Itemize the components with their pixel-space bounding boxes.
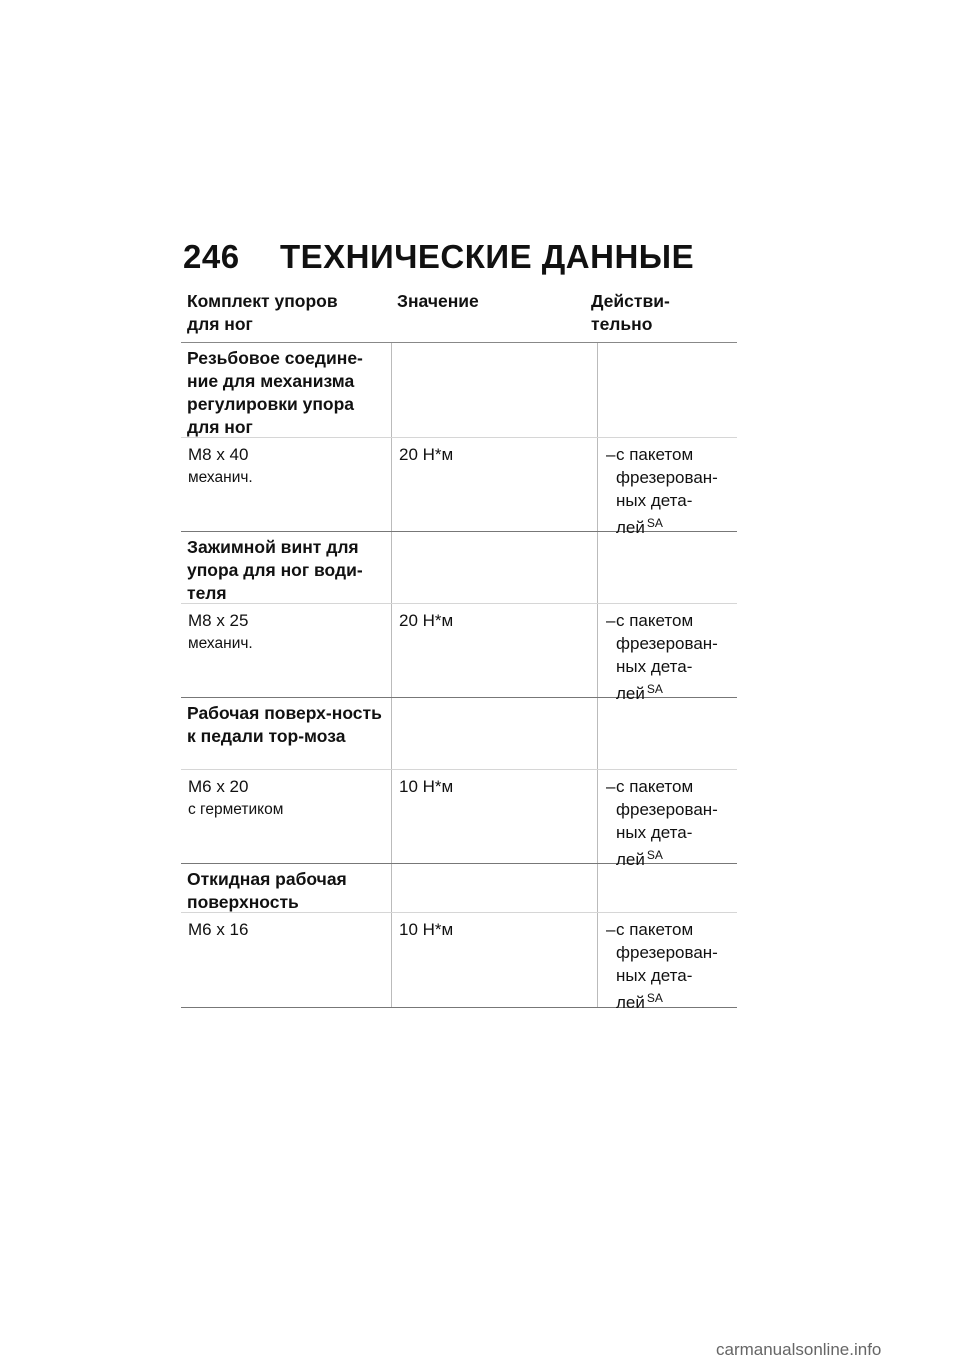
fastener-cell [181,770,391,863]
table-row [181,913,737,1012]
bullet-dash: – [606,445,616,464]
fastener-size: M8 x 40 [188,445,249,464]
section-row [181,532,737,604]
validity-sup: SA [646,848,663,862]
validity-sup: SA [646,682,663,696]
table-row [181,770,737,869]
torque-value: 20 Н*м [391,438,597,531]
torque-value: 20 Н*м [391,604,597,697]
fastener-cell [181,604,391,697]
validity-cell [597,604,737,703]
tightening-torque-table [181,290,737,1012]
watermark: carmanualsonline.info [716,1340,882,1359]
validity-sup: SA [646,516,663,530]
table-row [181,604,737,703]
section-title: Рабочая поверх-ность к педали тор-моза [187,703,382,746]
bullet-dash: – [606,777,616,796]
bullet-dash: – [606,611,616,630]
section-title: Откидная рабочая поверхность [187,869,347,912]
validity-cell [597,913,737,1012]
validity-cell [597,438,737,537]
validity-sup: SA [646,991,663,1005]
section-row [181,698,737,770]
page-header [183,238,743,276]
fastener-size: M6 x 16 [188,920,249,939]
page-number: 246 [183,238,240,275]
fastener-note: механич. [188,635,253,652]
bullet-dash: – [606,920,616,939]
fastener-note: механич. [188,469,253,486]
section-title: Резьбовое соедине-ние для механизма регулировки упора для ног [187,348,363,437]
page-title: ТЕХНИЧЕСКИЕ ДАННЫЕ [280,238,695,275]
column-header-component: Комплект упоров для ног [187,291,338,334]
section-title: Зажимной винт для упора для ног води-теля [187,537,363,603]
torque-value: 10 Н*м [391,913,597,1007]
fastener-size: M6 x 20 [188,777,249,796]
validity-text: с пакетом фрезерован-ных дета-лей [616,445,718,537]
section-row [181,864,737,913]
validity-cell [597,770,737,869]
fastener-cell [181,438,391,531]
column-header-validity: Действи-тельно [591,291,670,334]
fastener-size: M8 x 25 [188,611,249,630]
validity-text: с пакетом фрезерован-ных дета-лей [616,611,718,703]
section-row [181,343,737,438]
fastener-cell [181,913,391,1007]
torque-value: 10 Н*м [391,770,597,863]
table-header-row [181,290,737,343]
validity-text: с пакетом фрезерован-ных дета-лей [616,777,718,869]
column-header-value: Значение [397,291,479,311]
validity-text: с пакетом фрезерован-ных дета-лей [616,920,718,1012]
table-row [181,438,737,537]
fastener-note: с герметиком [188,801,284,818]
